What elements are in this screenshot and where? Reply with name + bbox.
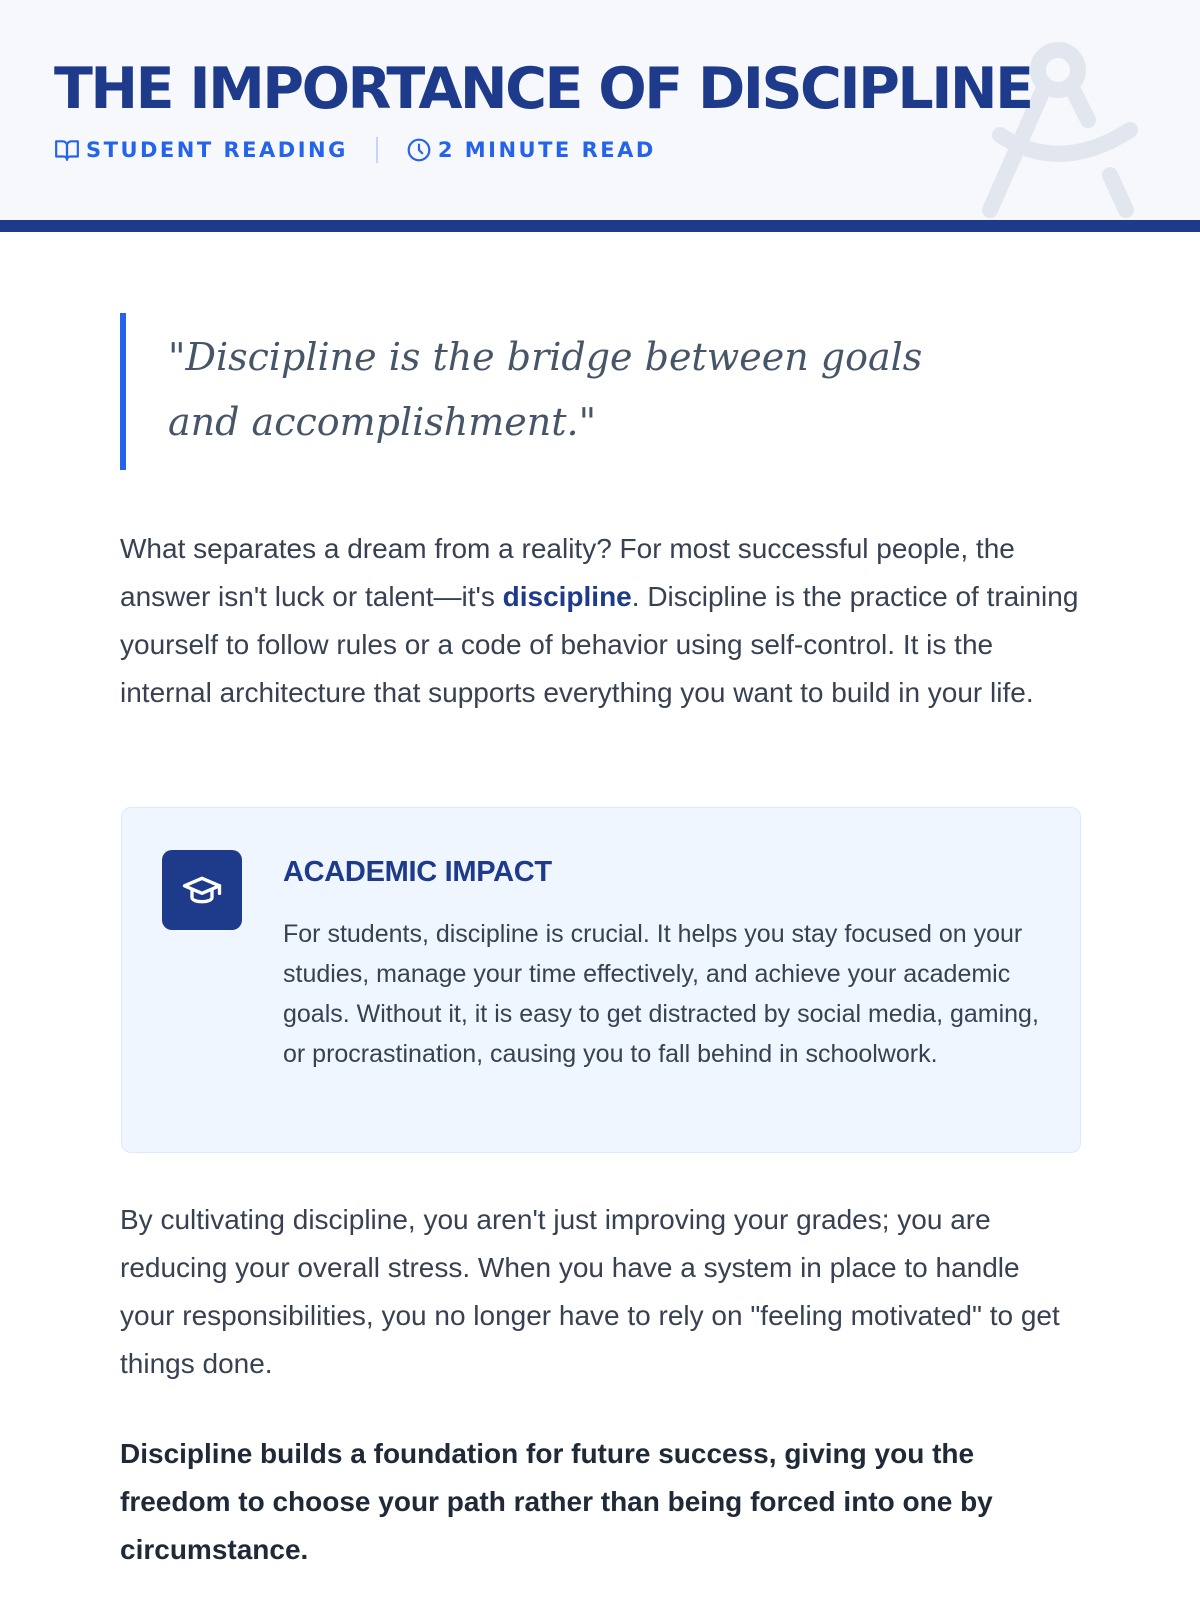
header-divider <box>0 220 1200 232</box>
keyword-discipline: discipline <box>502 581 632 612</box>
intro-paragraph <box>120 525 1080 717</box>
body-paragraph: By cultivating discipline, you aren't just improving your grades; you are reducing your overall stress. When you have a system in place to handle your responsibilities, you no longer have to rely on "feeling motivated" to get things done. <box>120 1204 1060 1379</box>
callout-title: ACADEMIC IMPACT <box>283 856 552 888</box>
read-time-label: 2 MINUTE READ <box>437 138 656 162</box>
academic-impact-callout <box>121 807 1081 1153</box>
graduation-cap-icon <box>182 870 222 910</box>
category-tag <box>54 137 348 163</box>
article-meta <box>54 134 656 166</box>
book-open-icon <box>54 137 80 163</box>
meta-divider <box>376 137 378 163</box>
article-header <box>0 0 1200 220</box>
page-title: THE IMPORTANCE OF DISCIPLINE <box>54 56 1032 122</box>
conclusion-paragraph: Discipline builds a foundation for future success, giving you the freedom to choose your path rather than being forced into one by circumstance. <box>120 1438 993 1565</box>
intro-text-after: . Discipline is the practice of training yourself to follow rules or a code of behavior using self-control. It is the internal architecture that supports everything you want to build in your life. <box>120 581 1079 708</box>
callout-icon-badge <box>162 850 242 930</box>
clock-icon <box>406 137 432 163</box>
read-time <box>406 137 656 163</box>
category-label: STUDENT READING <box>86 138 348 162</box>
pull-quote: "Discipline is the bridge between goals and accomplishment." <box>120 313 1000 470</box>
intro-text-before: What separates a dream from a reality? For most successful people, the answer isn't luck or talent—it's <box>120 533 1015 612</box>
callout-body: For students, discipline is crucial. It helps you stay focused on your studies, manage your time effectively, and achieve your academic goals. Without it, it is easy to get distracted by social media, gaming, or procrastination, causing you to fall behind in schoolwork. <box>283 920 1039 1068</box>
